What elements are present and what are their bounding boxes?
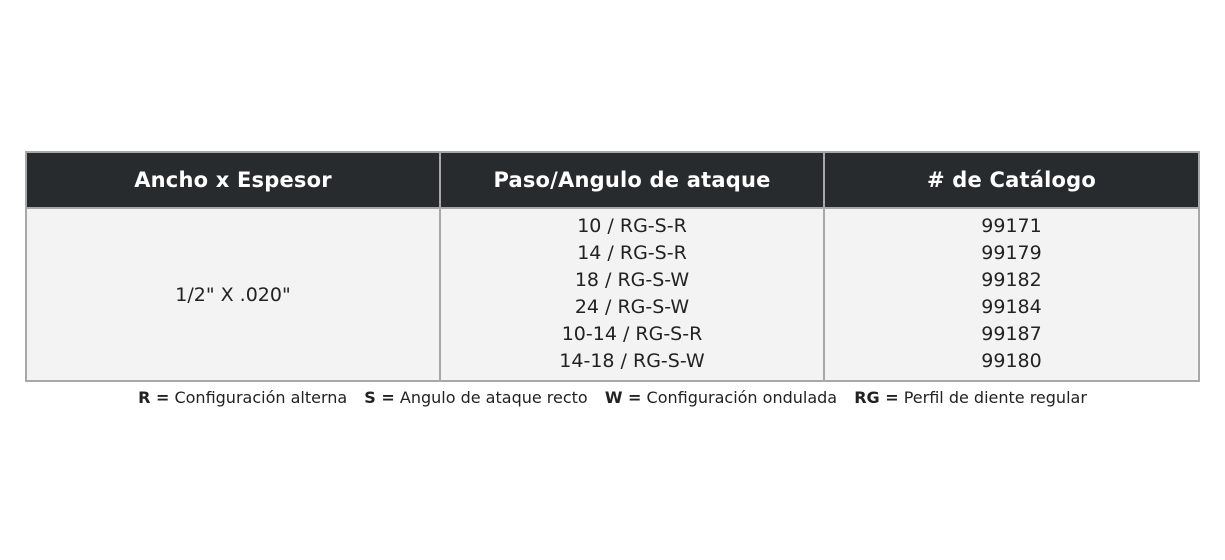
pitch-angle-cell: [440, 208, 824, 381]
header-pitch-angle: Paso/Angulo de ataque: [440, 152, 824, 208]
pitch-angle-value: 10 / RG-S-R: [577, 215, 687, 237]
table-header-row: [26, 152, 1199, 208]
size-cell: 1/2" X .020": [26, 208, 440, 381]
legend-text: Perfil de diente regular: [903, 388, 1087, 407]
pitch-angle-value: 14 / RG-S-R: [577, 242, 687, 264]
legend-key: RG =: [854, 388, 899, 407]
legend-text: Configuración alterna: [174, 388, 348, 407]
legend-item-r: [138, 388, 347, 407]
catalog-number-value: 99180: [981, 350, 1042, 372]
catalog-number-value: 99184: [981, 296, 1042, 318]
catalog-number-cell: [824, 208, 1199, 381]
catalog-number-value: 99171: [981, 215, 1042, 237]
pitch-angle-value: 14-18 / RG-S-W: [559, 350, 705, 372]
legend-key: R =: [138, 388, 170, 407]
catalog-number-value: 99179: [981, 242, 1042, 264]
product-spec-table: [25, 151, 1200, 382]
table-row: [26, 208, 1199, 381]
catalog-number-value: 99187: [981, 323, 1042, 345]
abbreviation-legend: [0, 388, 1225, 407]
header-catalog-number: # de Catálogo: [824, 152, 1199, 208]
legend-key: W =: [604, 388, 642, 407]
legend-item-w: [605, 388, 837, 407]
pitch-angle-value: 24 / RG-S-W: [574, 296, 690, 318]
legend-text: Configuración ondulada: [646, 388, 838, 407]
legend-key: S =: [364, 388, 395, 407]
catalog-number-value: 99182: [981, 269, 1042, 291]
header-width-thickness: Ancho x Espesor: [26, 152, 440, 208]
legend-item-rg: [854, 388, 1087, 407]
pitch-angle-value: 10-14 / RG-S-R: [561, 323, 703, 345]
legend-item-s: [364, 388, 587, 407]
legend-text: Angulo de ataque recto: [399, 388, 588, 407]
pitch-angle-value: 18 / RG-S-W: [574, 269, 690, 291]
